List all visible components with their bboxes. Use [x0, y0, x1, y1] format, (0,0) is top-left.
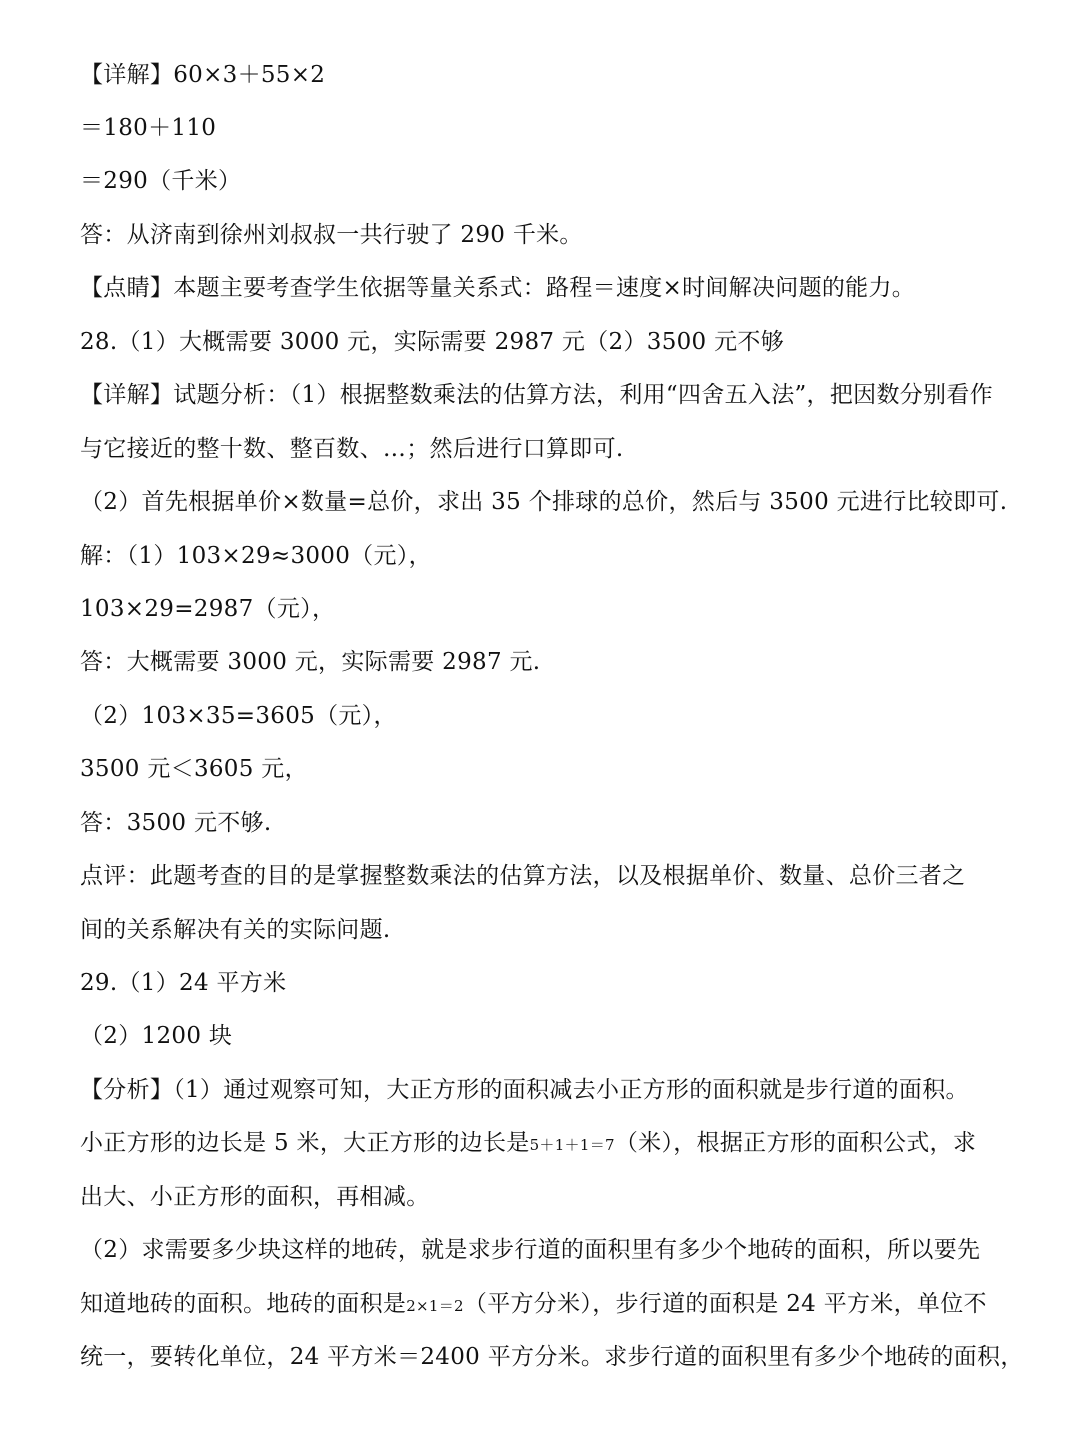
text-segment: 知道地砖的面积。地砖的面积是: [80, 1291, 407, 1317]
text-line: [80, 1127, 1010, 1161]
text-line: 点评：此题考查的目的是掌握整数乘法的估算方法，以及根据单价、数量、总价三者之: [80, 863, 966, 889]
text-line: 答：从济南到徐州刘叔叔一共行驶了 290 千米。: [80, 222, 583, 248]
text-line: （2）103×35=3605（元），: [80, 703, 397, 729]
text-line: （2）求需要多少块这样的地砖，就是求步行道的面积里有多少个地砖的面积，所以要先: [80, 1237, 981, 1263]
text-line: 【分析】（1）通过观察可知，大正方形的面积减去小正方形的面积就是步行道的面积。: [80, 1077, 969, 1103]
text-line: 答：3500 元不够.: [80, 810, 272, 836]
text-line: 解：（1）103×29≈3000（元），: [80, 543, 432, 569]
text-line: 【点睛】本题主要考查学生依据等量关系式：路程＝速度×时间解决问题的能力。: [80, 275, 916, 301]
text-line: 答：大概需要 3000 元，实际需要 2987 元.: [80, 649, 541, 675]
text-line: 统一，要转化单位，24 平方米＝2400 平方分米。求步行道的面积里有多少个地砖的面积，: [80, 1344, 1024, 1370]
text-line: [80, 1288, 1010, 1322]
text-segment: （平方分米），步行道的面积是 24 平方米，单位不: [463, 1291, 987, 1317]
text-line: 29.（1）24 平方米: [80, 970, 287, 996]
text-line: 103×29=2987（元），: [80, 596, 336, 622]
text-line: 【详解】试题分析：（1）根据整数乘法的估算方法，利用“四舍五入法”，把因数分别看作: [80, 382, 993, 408]
text-line: 【详解】60×3＋55×2: [80, 62, 326, 88]
text-line: 与它接近的整十数、整百数、…；然后进行口算即可.: [80, 436, 624, 462]
text-line: （2）1200 块: [80, 1023, 233, 1049]
text-line: 间的关系解决有关的实际问题.: [80, 917, 391, 943]
text-line: （2）首先根据单价×数量=总价，求出 35 个排球的总价，然后与 3500 元进行比较即可.: [80, 489, 1008, 515]
text-line: 28.（1）大概需要 3000 元，实际需要 2987 元（2）3500 元不够: [80, 329, 784, 355]
text-segment: 小正方形的边长是 5 米，大正方形的边长是: [80, 1130, 530, 1156]
text-line: 出大、小正方形的面积，再相减。: [80, 1184, 430, 1210]
text-segment: （米），根据正方形的面积公式，求: [614, 1130, 977, 1156]
text-line: ＝180＋110: [80, 115, 217, 141]
text-line: 3500 元＜3605 元，: [80, 756, 308, 782]
text-line: ＝290（千米）: [80, 168, 242, 194]
inline-formula: 5＋1＋1＝7: [529, 1136, 615, 1154]
inline-formula: 2×1＝2: [406, 1297, 464, 1315]
